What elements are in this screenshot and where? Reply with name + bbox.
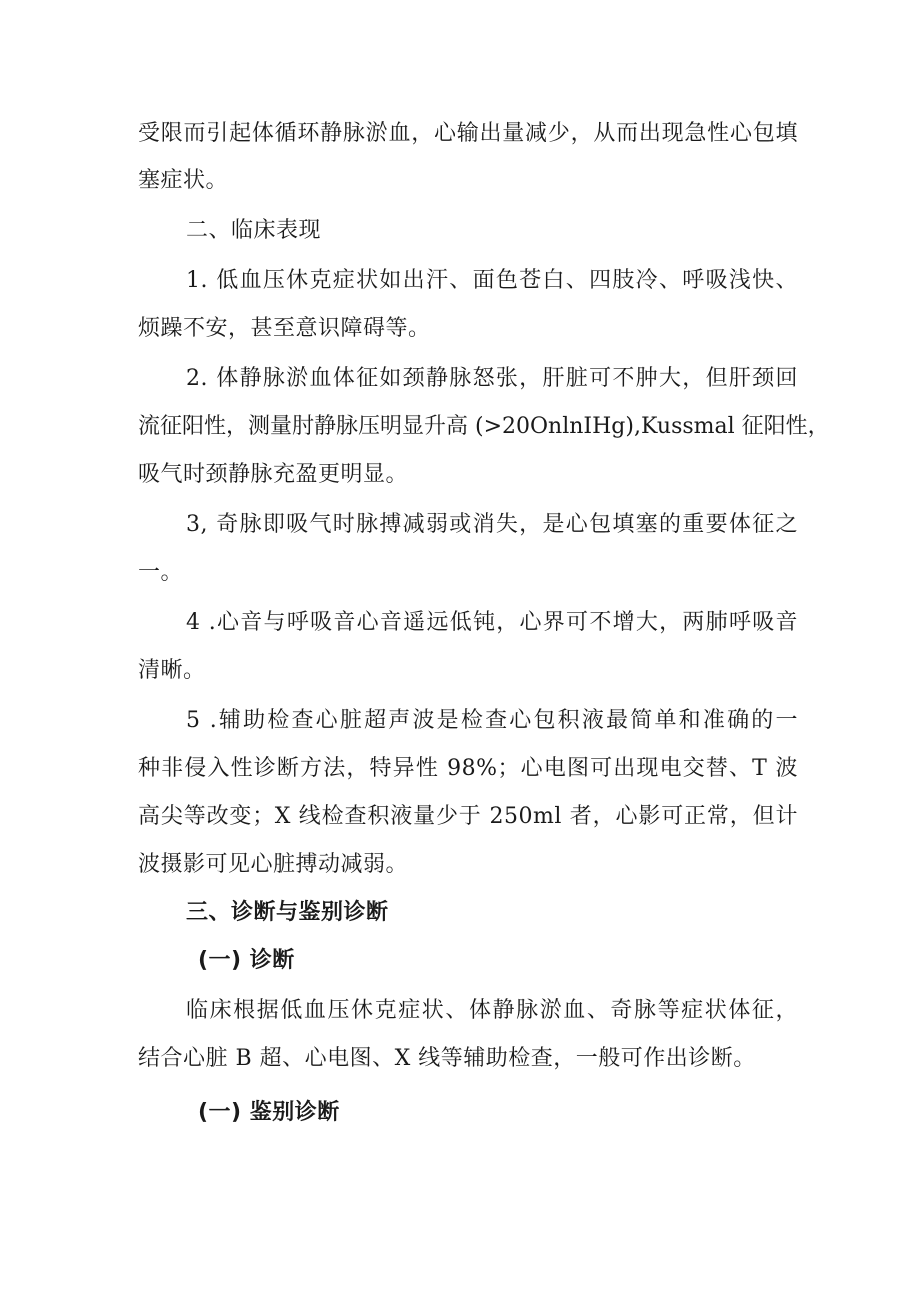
item-2-line-3: 吸气时颈静脉充盈更明显。 bbox=[138, 462, 409, 487]
item-4-line-2: 清晰。 bbox=[138, 658, 206, 683]
item-3-line-2: 一。 bbox=[138, 560, 184, 585]
item-3-line-1: 3, 奇脉即吸气时脉搏减弱或消失，是心包填塞的重要体征之 bbox=[186, 512, 798, 537]
section-2-title: 二、临床表现 bbox=[186, 218, 322, 243]
intro-line-1: 受限而引起体循环静脉淤血，心输出量减少，从而出现急性心包填 bbox=[138, 121, 798, 146]
section-3-title: 三、诊断与鉴别诊断 bbox=[186, 900, 389, 925]
subsection-diagnosis-title: (一) 诊断 bbox=[198, 948, 295, 973]
item-2-line-2: 流征阳性，测量肘静脉压明显升高 (>20OnlnIHg),Kussmal 征阳性， bbox=[138, 414, 830, 439]
item-1-line-1: 1. 低血压休克症状如出汗、面色苍白、四肢冷、呼吸浅快、 bbox=[186, 268, 798, 293]
diagnosis-line-2: 结合心脏 B 超、心电图、X 线等辅助检查，一般可作出诊断。 bbox=[138, 1046, 756, 1071]
item-1-line-2: 烦躁不安，甚至意识障碍等。 bbox=[138, 316, 431, 341]
subsection-differential-title: (一) 鉴别诊断 bbox=[198, 1100, 340, 1125]
intro-line-2: 塞症状。 bbox=[138, 168, 229, 193]
item-2-line-1: 2. 体静脉淤血体征如颈静脉怒张，肝脏可不肿大，但肝颈回 bbox=[186, 366, 798, 391]
item-4-line-1: 4 .心音与呼吸音心音遥远低钝，心界可不增大，两肺呼吸音 bbox=[186, 610, 798, 635]
item-5-line-3: 高尖等改变；X 线检查积液量少于 250ml 者，心影可正常，但计 bbox=[138, 804, 798, 829]
item-5-line-1: 5 .辅助检查心脏超声波是检查心包积液最简单和准确的一 bbox=[186, 708, 798, 733]
diagnosis-line-1: 临床根据低血压休克症状、体静脉淤血、奇脉等症状体征， bbox=[186, 998, 798, 1023]
item-5-line-2: 种非侵入性诊断方法，特异性 98%；心电图可出现电交替、T 波 bbox=[138, 756, 798, 781]
item-5-line-4: 波摄影可见心脏搏动减弱。 bbox=[138, 852, 409, 877]
